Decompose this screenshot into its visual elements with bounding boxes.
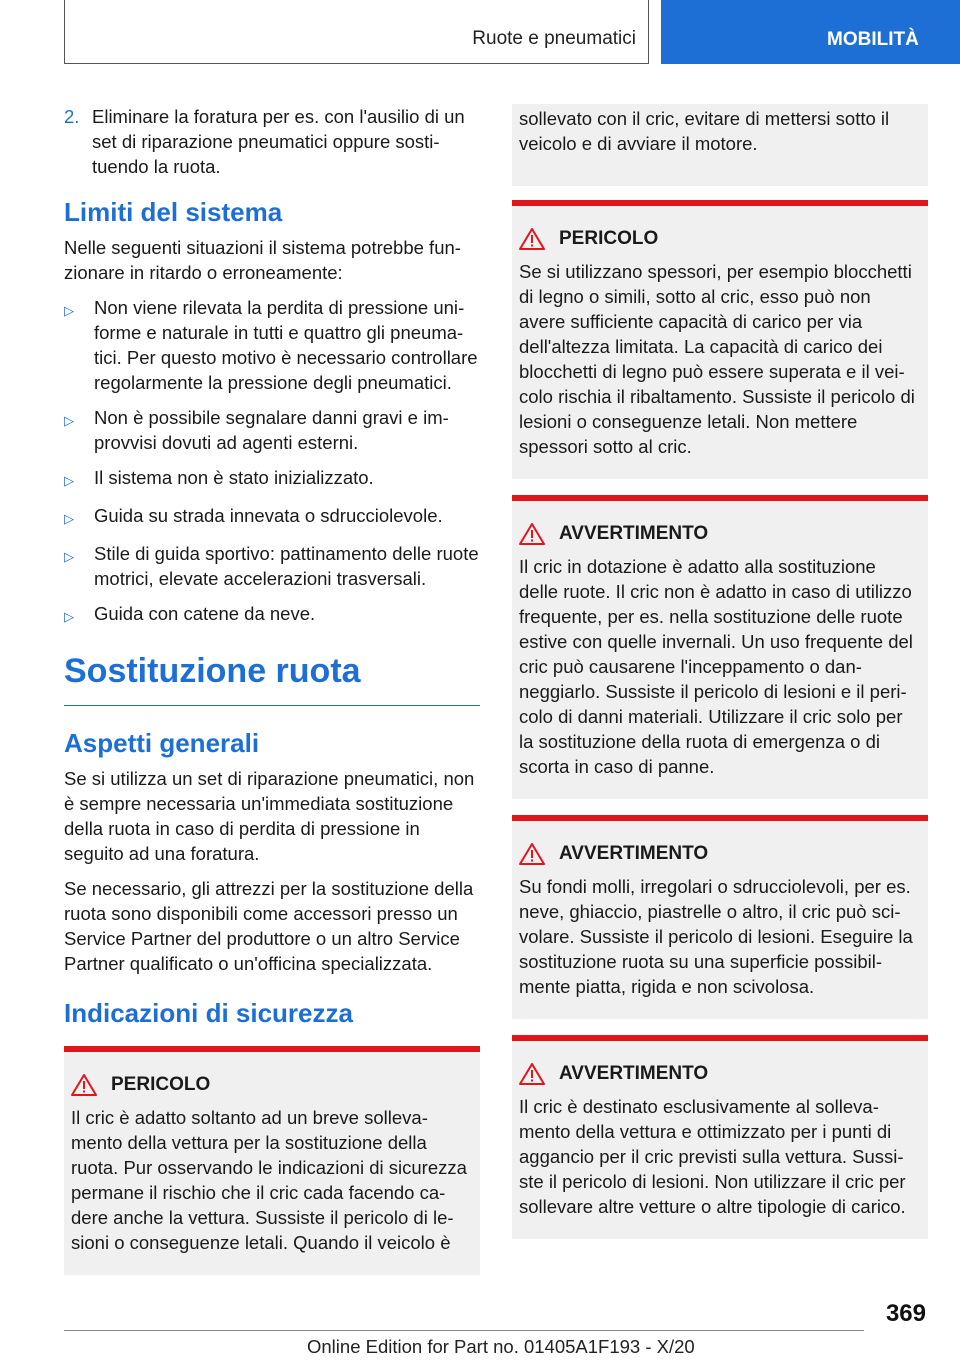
warning-triangle-icon [519, 523, 545, 545]
triangle-right-icon: ▷ [64, 413, 74, 428]
right-column [512, 104, 928, 1255]
triangle-right-icon: ▷ [64, 473, 74, 488]
general-heading: Aspetti generali [64, 728, 260, 758]
danger-title: PERICOLO [111, 1074, 211, 1095]
warning-text: Il cric in dotazione è adatto alla sostituzione delle ruote. Il cric non è adatto in caso di utilizzo frequente, per es. nella sostituzione delle ruote estive con quelle invernali. Un uso frequente del cric può causarene l'inceppamento o danneggiarlo. Sussiste il pericolo di lesioni e il pericolo di danni materiali. Utilizzare il cric solo per la sostituzione della ruota di emergenza o di scorta in caso di panne. [519, 556, 913, 777]
list-item: ▷ Guida con catene da neve. [64, 601, 480, 629]
step-item [64, 104, 480, 179]
warning-title: AVVERTIMENTO [559, 523, 709, 544]
header-section-title: Ruote e pneumatici [472, 28, 636, 49]
limits-list [64, 295, 480, 629]
triangle-right-icon: ▷ [64, 549, 74, 564]
danger-box-1-continued [512, 104, 928, 186]
warning-title: AVVERTIMENTO [559, 1063, 709, 1084]
safety-heading: Indicazioni di sicurezza [64, 998, 353, 1028]
header-chapter-tab[interactable]: MOBILITÀ [661, 0, 960, 64]
warning-box-1 [512, 495, 928, 799]
step-number: 2. [64, 106, 80, 127]
page-number: 369 [885, 1300, 926, 1327]
warning-box-2 [512, 815, 928, 1019]
triangle-right-icon: ▷ [64, 609, 74, 624]
list-item: ▷ Stile di guida sportivo: pattinamento delle ruote motrici, elevate accelerazioni trasversali. [64, 543, 479, 589]
triangle-right-icon: ▷ [64, 303, 74, 318]
warning-box-3 [512, 1035, 928, 1239]
warning-triangle-icon [71, 1074, 97, 1096]
warning-title: AVVERTIMENTO [559, 843, 709, 864]
danger-text: Se si utilizzano spessori, per esempio blocchetti di legno o simili, sotto al cric, esso può non avere sufficiente capacità di carico per via dell'altezza limitata. La capacità di carico dei blocchetti di legno può essere superata e il veicolo rischia il ribaltamento. Sussiste il pericolo di lesioni o conseguenze letali. Non mettere spessori sotto al cric. [519, 261, 915, 457]
footer-edition: Online Edition for Part no. 01405A1F193 - X/20 [307, 1336, 695, 1357]
danger-text: Il cric è adatto soltanto ad un breve sollevamento della vettura per la sostituzione della ruota. Pur osservando le indicazioni di sicurezza permane il rischio che il cric cada facendo cadere anche la vettura. Sussiste il pericolo di lesioni o conseguenze letali. Quando il veicolo è [71, 1107, 467, 1253]
limits-intro: Nelle seguenti situazioni il sistema potrebbe funzionare in ritardo o erroneamente: [64, 237, 461, 283]
warning-text: Il cric è destinato esclusivamente al sollevamento della vettura e ottimizzato per i punti di aggancio per il cric previsti sulla vettura. Sussiste il pericolo di lesioni. Non utilizzare il cric per sollevare altre vetture o altre tipologie di carico. [519, 1096, 906, 1217]
danger-box-2 [512, 200, 928, 479]
triangle-right-icon: ▷ [64, 511, 74, 526]
general-paragraph-2: Se necessario, gli attrezzi per la sostituzione della ruota sono disponibili come accessori presso un Service Partner del produttore o un altro Service Partner qualificato o un'officina specializzata. [64, 878, 474, 974]
warning-triangle-icon [519, 1063, 545, 1085]
danger-box-1 [64, 1046, 480, 1275]
danger-title: PERICOLO [559, 228, 659, 249]
list-item: ▷ Non è possibile segnalare danni gravi e improvvisi dovuti ad agenti esterni. [64, 407, 449, 453]
warning-triangle-icon [519, 843, 545, 865]
warning-triangle-icon [519, 228, 545, 250]
step-text: Eliminare la foratura per es. con l'ausilio di un set di riparazione pneumatici oppure sostituendo la ruota. [92, 106, 465, 177]
list-item: ▷ Il sistema non è stato inizializzato. [64, 465, 480, 493]
main-heading: Sostituzione ruota [64, 651, 480, 706]
footer-divider [64, 1330, 864, 1331]
list-item: ▷ Guida su strada innevata o sdrucciolevole. [64, 503, 480, 531]
list-item: ▷ Non viene rilevata la perdita di pressione uniforme e naturale in tutti e quattro gli pneumatici. Per questo motivo è necessario controllare regolarmente la pressione degli pneumatici. [64, 297, 478, 393]
general-paragraph-1: Se si utilizza un set di riparazione pneumatici, non è sempre necessaria un'immediata sostituzione della ruota in caso di perdita di pressione in seguito ad una foratura. [64, 768, 475, 864]
limits-heading: Limiti del sistema [64, 197, 283, 227]
danger-text-continued: sollevato con il cric, evitare di mettersi sotto il veicolo e di avviare il motore. [519, 108, 890, 154]
warning-text: Su fondi molli, irregolari o sdrucciolevoli, per es. neve, ghiaccio, piastrelle o altro, il cric può scivolare. Sussiste il pericolo di lesioni. Eseguire la sostituzione ruota su una superficie possibilmente piatta, rigida e non scivolosa. [519, 876, 913, 997]
left-column [64, 104, 480, 1275]
